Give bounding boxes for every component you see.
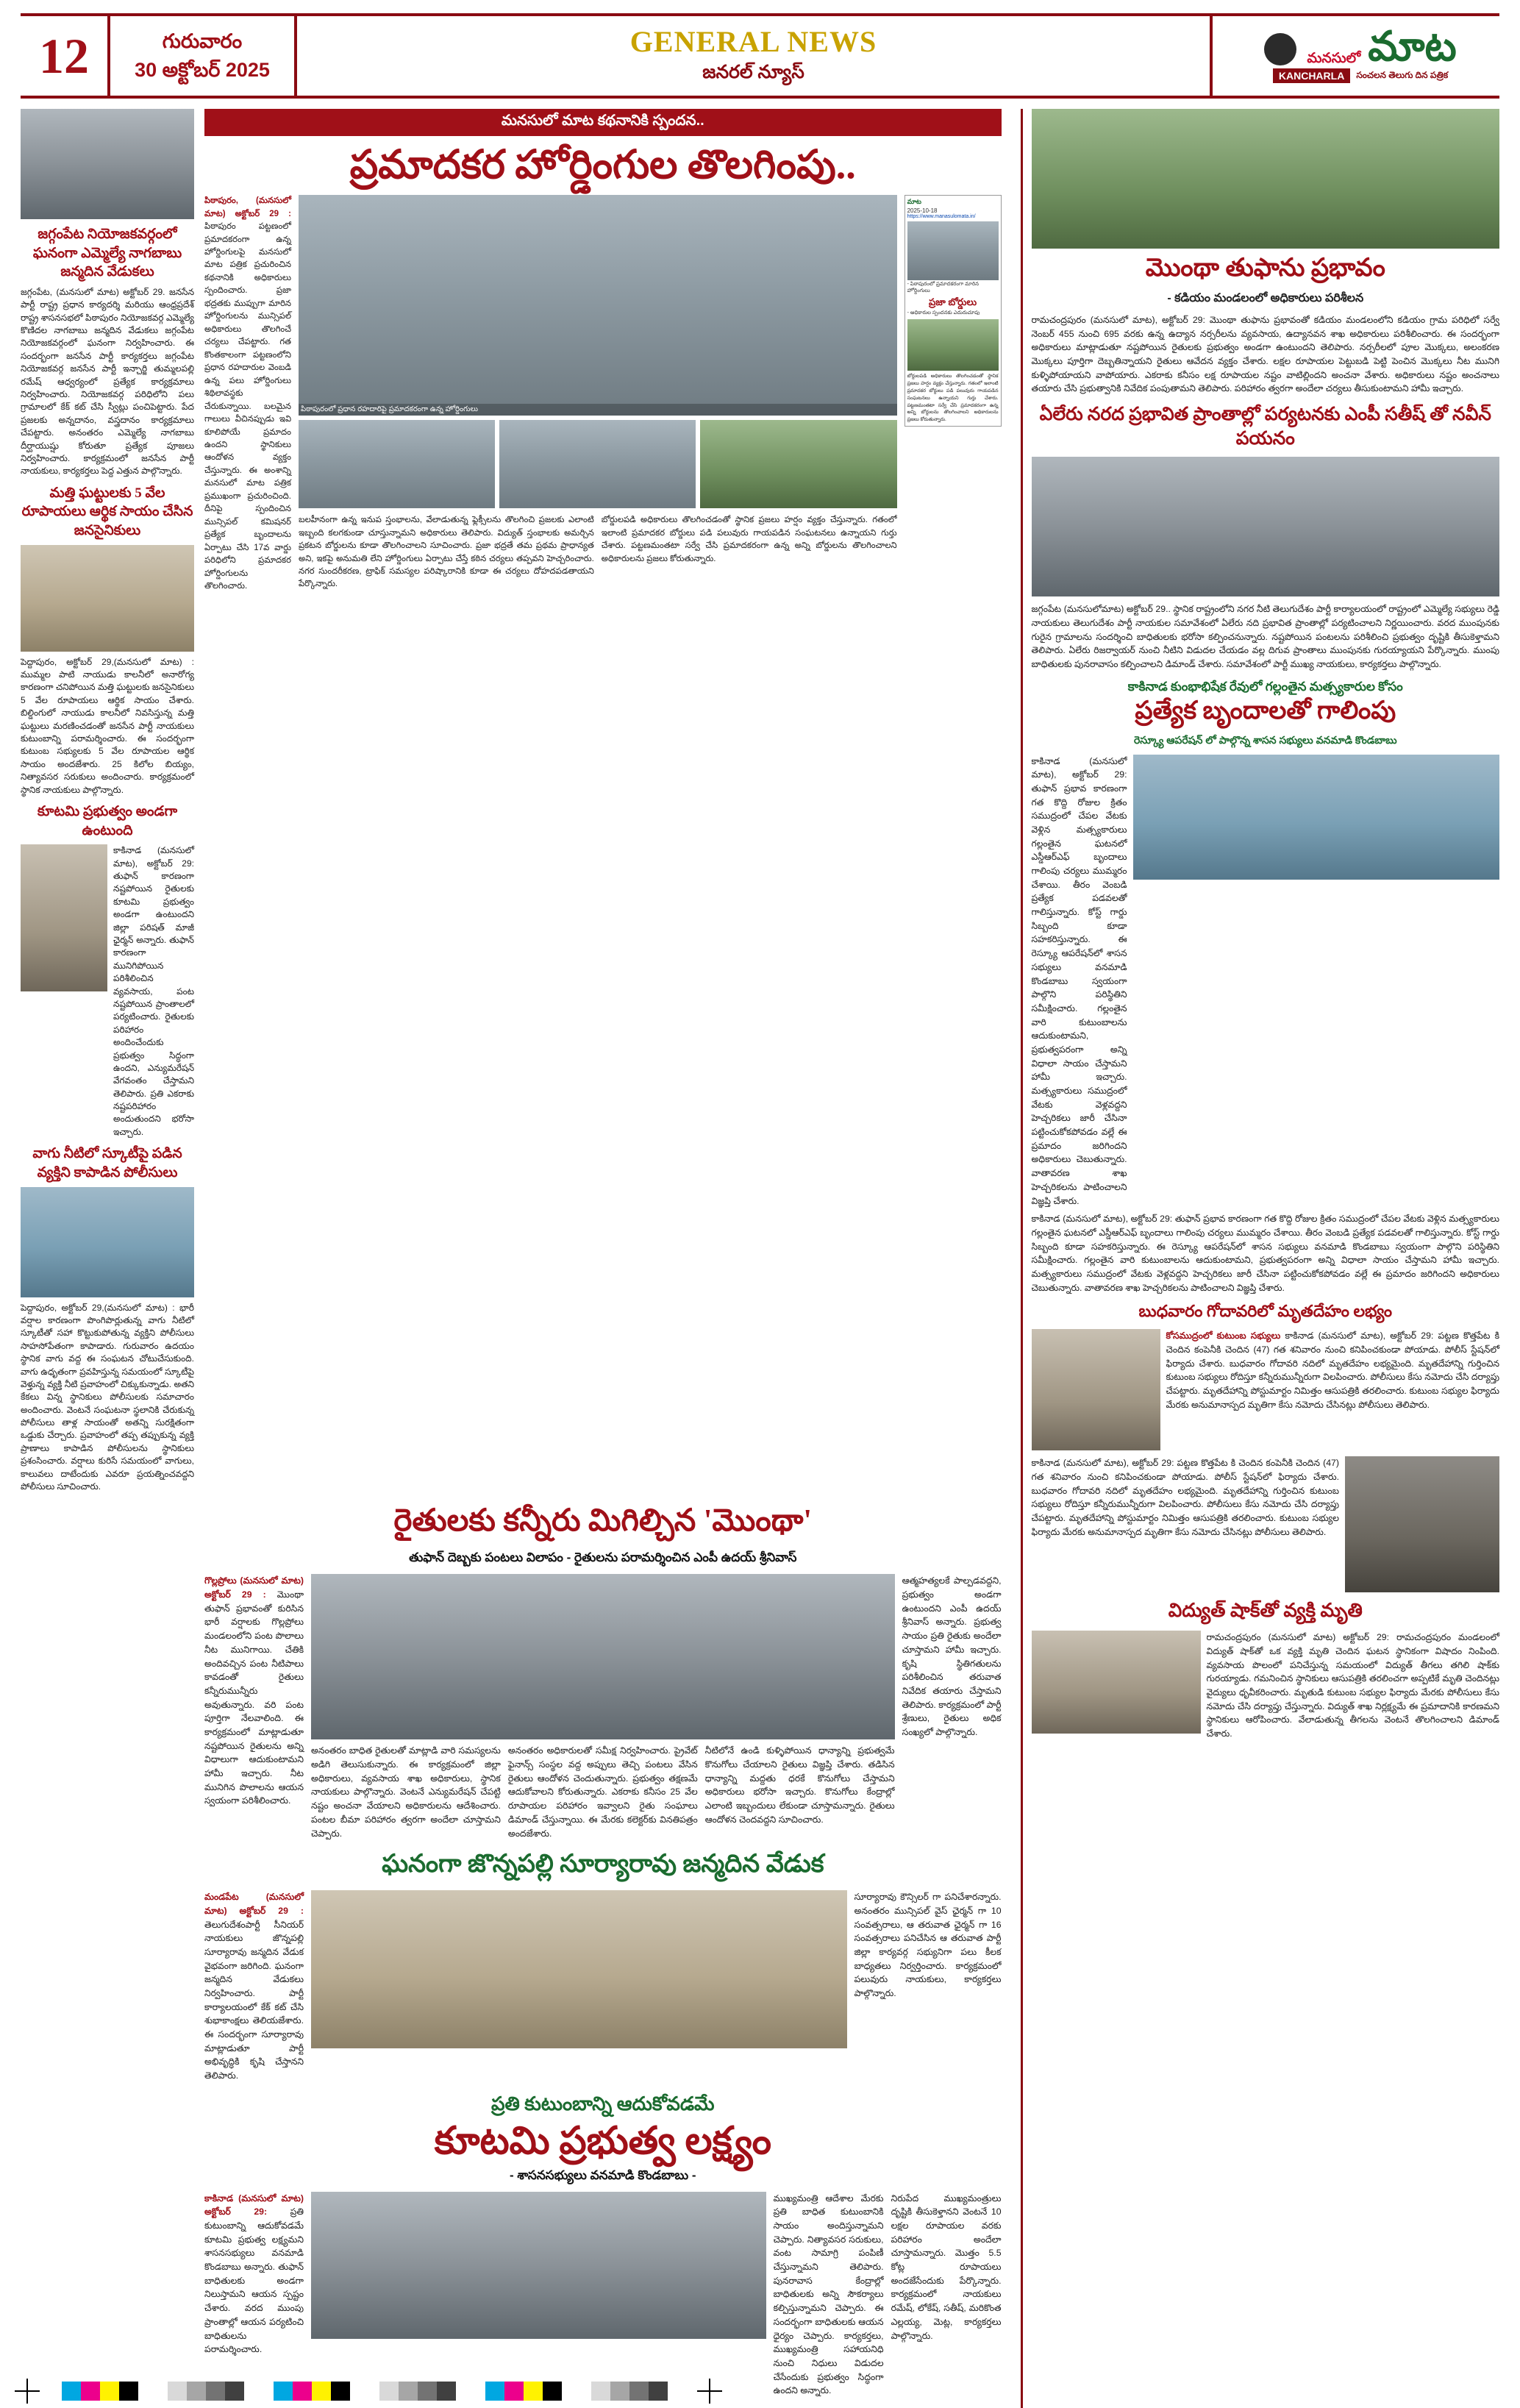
right-headline-3: ప్రత్యేక బృందాలతో గాలింపు bbox=[1135, 697, 1396, 724]
section-title-en: GENERAL NEWS bbox=[629, 25, 877, 58]
color-group bbox=[62, 2382, 138, 2401]
photo-birthday-celebration bbox=[311, 1890, 847, 2048]
gray-group bbox=[379, 2382, 456, 2401]
clip-date: 2025-10-18 bbox=[907, 207, 938, 215]
mondha-body-2: అనంతరం బాధిత రైతులతో మాట్లాడి వారి సమస్యలను అడిగి తెలుసుకున్నారు. ఈ కార్యక్రమంలో జిల్లా అధికారులు, వ్యవసాయ శాఖ అధికారులు, స్థానిక నాయకులు పాల్గొన్నారు. వెంటనే ఎన్యుమరేషన్ చేపట్టి నష్టం అంచనా వేయాలని అధికారులను ఆదేశించారు. పంటల బీమా పరిహారం త్వరగా అందేలా చూస్తామని చెప్పారు. bbox=[311, 1745, 501, 1839]
right-headline-2: ఏలేరు నరద ప్రభావిత ప్రాంతాల్లో పర్యటనకు ఎంపీ సతీష్ తో నవీన్ పయనం bbox=[1039, 405, 1491, 449]
birthday-body-2: సూర్యారావు కౌన్సిలర్ గా పనిచేశారన్నారు. అనంతరం మున్సిపల్ వైస్ ఛైర్మన్ గా 10 సంవత్సరాలు, ఆ తరువాత ఛైర్మన్ గా 16 సంవత్సరాలు పనిచేసిన ఆ తరువాత పార్టీ జిల్లా కార్యవర్గ సభ్యునిగా పలు కీలక బాధ్యతలు నిర్వర్తించారు. కార్యక్రమంలో పలువురు నాయకులు, కార్యకర్తలు పాల్గొన్నారు. bbox=[854, 1892, 1002, 1999]
kootami-kicker: ప్రతి కుటుంబాన్ని ఆదుకోవడమే bbox=[490, 2092, 715, 2115]
story-kootami bbox=[204, 2093, 1002, 2398]
right-body-2: జగ్గంపేట (మనసులోమాట) అక్టోబర్ 29.. స్థానిక రాష్ట్రంలోని నగర నీటి తెలుగుదేశం పార్టీ కార్యాలయంలో రాష్ట్రంలో ఎమ్మెల్యే సభ్యులు రెడ్డి నాయకులు తెలుగుదేశం పార్టీ నాయకుల సమావేశంలో ఏలేరు నది ప్రభావిత ప్రాంతాల్లో పర్యటించాలని నిర్ణయించారు. వరద ముంపునకు గురైన గ్రామాలను సందర్శించి బాధితులకు భరోసా కల్పించనున్నారు. నష్టపోయిన పంటలను పరిశీలించి ప్రభుత్వం దృష్టికి తీసుకెళ్తామని తెలిపారు. ఏలేరు రిజర్వాయర్ నుంచి నీటిని విడుదల చేయడం వల్ల దిగువ ప్రాంతాలు ముంపునకు గురయ్యాయని పేర్కొన్నారు. ముంపు బాధితులకు పునరావాసం కల్పించాలని డిమాండ్ చేశారు. సమావేశంలో పార్టీ ముఖ్య నాయకులు, కార్యకర్తలు పాల్గొన్నారు. bbox=[1031, 604, 1499, 669]
sidebar-headline-4: వాగు నీటిలో స్కూటీపై పడిన వ్యక్తిని కాపాడిన పోలీసులు bbox=[32, 1146, 182, 1180]
registration-cross-icon bbox=[15, 2379, 40, 2404]
right-section bbox=[1032, 109, 1499, 2408]
story-mondha bbox=[204, 1503, 1002, 1840]
lead-story-area bbox=[204, 109, 1002, 1493]
birthday-dateline: మండపేట (మనసులో మాట) అక్టోబర్ 29 : bbox=[204, 1892, 304, 1916]
birthday-col-1 bbox=[204, 1890, 304, 2083]
photo-hoarding-main bbox=[299, 195, 897, 416]
lead-headline: ప్రమాదకర హోర్డింగుల తొలగింపు.. bbox=[349, 143, 856, 187]
photo-caption-main: పిఠాపురంలో ప్రధాన రహదారిపై ప్రమాదకరంగా ఉన్న హోర్డింగులు bbox=[299, 404, 897, 416]
sidebar-headline-2: మత్తి ఘట్టులకు 5 వేల రూపాయలు ఆర్థిక సాయం చేసిన జనసైనికులు bbox=[21, 485, 193, 539]
photo-financial-help bbox=[21, 545, 194, 652]
photo-scene bbox=[1345, 1456, 1499, 1592]
left-section bbox=[21, 109, 1012, 2408]
right-headline-5: విద్యుత్ షాక్‌తో వ్యక్తి మృతి bbox=[1168, 1600, 1363, 1622]
registration-cross-icon bbox=[697, 2379, 722, 2404]
photo-rescue-wrap bbox=[1133, 755, 1499, 1208]
mondha-photo-wrap bbox=[311, 1574, 895, 1840]
lead-body-3: బోర్డులపడి అధికారులు తొలగించడంతో స్థానిక ప్రజలు హర్షం వ్యక్తం చేస్తున్నారు. గతంలో ఇలాంటి ప్రమాదకర బోర్డులు పడి పలువురు గాయపడిన సంఘటనలు ఉన్నాయని గుర్తు చేశారు. పట్టణమంతటా సర్వే చేసి ప్రమాదకరంగా ఉన్న అన్ని బోర్డులను తొలగించాలని అధికారులను ప్రజలు కోరుతున్నారు. bbox=[601, 516, 897, 563]
masthead-date-value: 30 అక్టోబర్ 2025 bbox=[135, 59, 270, 81]
mondha-col-1 bbox=[204, 1574, 304, 1840]
lead-col-1 bbox=[204, 195, 291, 594]
story-birthday bbox=[204, 1850, 1002, 2083]
sidebar-body-1: జగ్గంపేట, (మనసులో మాట) అక్టోబర్ 29. జనసేన పార్టీ రాష్ట్ర ప్రధాన కార్యదర్శి మరియు ఆంధ్రప్రదేశ్ రాష్ట్ర శాసనసభలో పిఠాపురం నియోజకవర్గ ఎమ్మెల్యే కొణిదల నాగబాబు జన్మదిన వేడుకలు జగ్గంపేట నియోజకవర్గంలో ఘనంగా నిర్వహించారు. ఈ సందర్భంగా జనసేన పార్టీ కార్యకర్తలు జగ్గంపేట నియోజకవర్గ జనసేన పార్టీ ఇన్చార్జి తుమ్మలపల్లి రమేష్ ఆధ్వర్యంలో ప్రత్యేక కార్యక్రమాలు నిర్వహించారు. నియోజకవర్గ పరిధిలోని పలు గ్రామాలలో కేక్ కట్ చేసి స్వీట్లు పంచిపెట్టారు. పేద ప్రజలకు అన్నదానం, వస్త్రదానం కార్యక్రమాలు చేపట్టారు. అనంతరం ఎమ్మెల్యే నాగబాబు దీర్ఘాయుష్షు కోరుతూ ప్రత్యేక పూజలు నిర్వహించారు. కార్యక్రమంలో జనసేన పార్టీ నాయకులు, కార్యకర్తలు పెద్ద ఎత్తున పాల్గొన్నారు. bbox=[21, 286, 194, 477]
clip-photo-2 bbox=[907, 319, 999, 371]
right-body-4 bbox=[1166, 1329, 1499, 1450]
kootami-headline: కూటమి ప్రభుత్వ లక్ష్యం bbox=[434, 2120, 771, 2162]
photo-kootami-visit bbox=[311, 2192, 766, 2339]
kootami-dateline: కాకినాడ (మనసులో మాట) అక్టోబర్ 29: bbox=[204, 2193, 304, 2218]
clip-logo: మాట bbox=[907, 198, 921, 206]
photo-hoarding-4 bbox=[700, 420, 896, 508]
sidebar-body-3: కాకినాడ (మనసులో మాట), అక్టోబర్ 29: తుఫాన్ కారణంగా నష్టపోయిన రైతులకు కూటమి ప్రభుత్వం అండగా ఉంటుందని జిల్లా పరిషత్ మాజీ ఛైర్మన్ అన్నారు. తుఫాన్ కారణంగా మునిగిపోయిన పరిశీలించిన వ్యవసాయ, పంట నష్టపోయిన ప్రాంతాలలో పర్యటించారు. రైతులకు పరిహారం అందించేందుకు ప్రభుత్వం సిద్ధంగా ఉందని, ఎన్యుమరేషన్ వేగవంతం చేస్తామని తెలిపారు. ప్రతి ఎకరాకు నష్టపరిహారం అందుతుందని భరోసా ఇచ్చారు. bbox=[113, 845, 194, 1137]
kootami-body-3: నిరుపేద ముఖ్యమంత్రులు దృష్టికి తీసుకెళ్తానని వెంటనే 10 లక్షల రూపాయల వరకు పరిహారం అందేలా చూస్తామన్నారు. మొత్తం 5.5 కోట్ల రూపాయలు అందజేసేందుకు పేర్కొన్నారు. కార్యక్రమంలో నాయకులు రమేష్, లోకేష్, సతీష్, మరికొంత ఎల్లయ్య, మెట్ల, కార్యకర్తలు పాల్గొన్నారు. bbox=[891, 2193, 1002, 2341]
right-kicker-3: కాకినాడ కుంభాభిషేక రేవులో గల్లంతైన మత్స్యకారుల కోసం bbox=[1127, 679, 1403, 694]
photo-mondha-visit bbox=[311, 1574, 895, 1739]
logo-small-text: మనసులో bbox=[1307, 51, 1361, 67]
section-title-te: జనరల్ న్యూస్ bbox=[702, 62, 804, 82]
photo-deceased-portrait bbox=[1032, 1329, 1160, 1450]
right-body-3-cont: కాకినాడ (మనసులో మాట), అక్టోబర్ 29: తుఫాన్ ప్రభావ కారణంగా గత కొద్ది రోజుల క్రితం సముద్రంలో చేపల వేటకు వెళ్లిన మత్స్యకారులు గల్లంతైన ఘటనలో ఎస్డీఆర్ఎఫ్ బృందాలు గాలింపు చర్యలు ముమ్మరం చేశాయి. తీరం వెంబడి ప్రత్యేక పడవలతో గాలిస్తున్నారు. కోస్ట్ గార్డు సిబ్బంది కూడా సహకరిస్తున్నారు. ఈ రెస్క్యూ ఆపరేషన్‌లో శాసన సభ్యులు వనమాడి కొండబాబు స్వయంగా పాల్గొని పరిస్థితిని సమీక్షించారు. గల్లంతైన వారి కుటుంబాలను ఆదుకుంటామని, ప్రభుత్వపరంగా అన్ని విధాలా సాయం చేస్తామని హామీ ఇచ్చారు. మత్స్యకారులు సముద్రంలో వేటకు వెళ్లవద్దని హెచ్చరికలు జారీ చేసినా పట్టించుకోకపోవడం వల్లే ఈ ప్రమాదం జరిగిందని అధికారులు చెబుతున్నారు. వాతావరణ శాఖ హెచ్చరికలను పాటించాలని విజ్ఞప్తి చేశారు. bbox=[1031, 1214, 1499, 1293]
kootami-col-1 bbox=[204, 2192, 304, 2398]
lead-body-1: పిఠాపురం పట్టణంలో ప్రమాదకరంగా ఉన్న హోర్డింగులపై మనసులో మాట పత్రిక ప్రచురించిన కథనానికి అధికారులు స్పందించారు. ప్రజా భద్రతకు ముప్పుగా మారిన హోర్డింగులను మున్సిపల్ అధికారులు తొలగించే చర్యలు చేపట్టారు. గత కొంతకాలంగా పట్టణంలోని ప్రధాన రహదారుల వెంబడి ఉన్న పలు హోర్డింగులు శిథిలావస్థకు చేరుకున్నాయి. బలమైన గాలులు వీచినప్పుడు ఇవి కూలిపోయే ప్రమాదం ఉందని స్థానికులు ఆందోళన వ్యక్తం చేస్తున్నారు. ఈ అంశాన్ని మనసులో మాట పత్రిక ప్రముఖంగా ప్రచురించింది. దీనిపై స్పందించిన మున్సిపల్ కమిషనర్ ప్రత్యేక బృందాలను ఏర్పాటు చేసి 17వ వార్డు పరిధిలోని ప్రమాదకర హోర్డింగులను తొలగించారు. bbox=[204, 222, 291, 591]
photo-rescue-operation bbox=[1133, 755, 1499, 880]
right-body-4-text: కాకినాడ (మనసులో మాట), అక్టోబర్ 29: పట్టణ కొత్తపేట కి చెందిన కంపెనీకి చెందిన (47) గత శనివారం నుంచి కనిపించకుండా పోయాడు. పోలీస్ స్టేషన్‌లో ఫిర్యాదు చేశారు. బుధవారం గోదావరి నదిలో మృతదేహం లభ్యమైంది. మృతదేహాన్ని గుర్తించిన కుటుంబ సభ్యులు రోదిస్తూ కన్నీరుమున్నీరుగా విలపించారు. పోలీసులు కేసు నమోదు చేసి దర్యాప్తు చేపట్టారు. మృతదేహాన్ని పోస్టుమార్టం నిమిత్తం ఆసుపత్రికి తరలించారు. కుటుంబ సభ్యుల ఫిర్యాదు మేరకు అనుమానాస్పద మృతిగా కేసు నమోదు చేసినట్లు పోలీసులు తెలిపారు. bbox=[1166, 1331, 1499, 1410]
page-content bbox=[21, 109, 1499, 2408]
mondha-subhead: తుఫాన్ దెబ్బకు పంటలు విలాపం - రైతులను పరామర్శించిన ఎంపీ ఉదయ్ శ్రీనివాస్ bbox=[409, 1550, 797, 1565]
birthday-photo-wrap bbox=[311, 1890, 847, 2083]
column-divider bbox=[1021, 109, 1023, 2408]
mondha-headline: రైతులకు కన్నీరు మిగిల్చిన 'మొంథా' bbox=[393, 1504, 813, 1539]
masthead-section bbox=[297, 16, 1210, 96]
kootami-subhead: - శాసనసభ్యులు వనమాడి కొండబాబు - bbox=[510, 2167, 696, 2182]
right-body-5: రామచంద్రపురం (మనసులో మాట) అక్టోబర్ 29: రామచంద్రపురం మండలంలో విద్యుత్ షాక్‌తో ఒక వ్యక్తి మృతి చెందిన ఘటన స్థానికంగా విషాదం నింపింది. వ్యవసాయ పొలంలో పనిచేస్తున్న సమయంలో విద్యుత్ తీగలు తగిలి షాక్‌కు గురయ్యాడు. గమనించిన స్థానికులు ఆసుపత్రికి తరలించగా అప్పటికే మృతి చెందినట్లు వైద్యులు ధృవీకరించారు. మృతుడి కుటుంబ సభ్యుల ఫిర్యాదు మేరకు పోలీసులు కేసు నమోదు చేసి దర్యాప్తు చేస్తున్నారు. విద్యుత్ శాఖ నిర్లక్ష్యమే ఈ ప్రమాదానికి కారణమని స్థానికులు ఆరోపించారు. వేలాడుతున్న తీగలను వెంటనే తొలగించాలని డిమాండ్ చేశారు. bbox=[1206, 1632, 1499, 1739]
lead-photo-group bbox=[299, 195, 897, 594]
color-group bbox=[274, 2382, 350, 2401]
publication-logo bbox=[1213, 16, 1499, 96]
logo-portrait-icon bbox=[1264, 33, 1296, 65]
logo-tagline: సంచలన తెలుగు దిన పత్రిక bbox=[1356, 69, 1449, 80]
sidebar-headline-3: కూటమి ప్రభుత్వం అండగా ఉంటుంది bbox=[37, 804, 178, 838]
masthead-day: గురువారం bbox=[162, 29, 243, 52]
right-body-3-left: కాకినాడ (మనసులో మాట), అక్టోబర్ 29: తుఫాన్ ప్రభావ కారణంగా గత కొద్ది రోజుల క్రితం సముద్రంలో చేపల వేటకు వెళ్లిన మత్స్యకారులు గల్లంతైన ఘటనలో ఎస్డీఆర్ఎఫ్ బృందాలు గాలింపు చర్యలు ముమ్మరం చేశాయి. తీరం వెంబడి ప్రత్యేక పడవలతో గాలిస్తున్నారు. కోస్ట్ గార్డు సిబ్బంది కూడా సహకరిస్తున్నారు. ఈ రెస్క్యూ ఆపరేషన్‌లో శాసన సభ్యులు వనమాడి కొండబాబు స్వయంగా పాల్గొని పరిస్థితిని సమీక్షించారు. గల్లంతైన వారి కుటుంబాలను ఆదుకుంటామని, ప్రభుత్వపరంగా అన్ని విధాలా సాయం చేస్తామని హామీ ఇచ్చారు. మత్స్యకారులు సముద్రంలో వేటకు వెళ్లవద్దని హెచ్చరికలు జారీ చేసినా పట్టించుకోకపోవడం వల్లే ఈ ప్రమాదం జరిగిందని అధికారులు చెబుతున్నారు. వాతావరణ శాఖ హెచ్చరికలను పాటించాలని విజ్ఞప్తి చేశారు. bbox=[1031, 755, 1127, 1206]
right-headline-4: బుధవారం గోదావరిలో మృతదేహం లభ్యం bbox=[1138, 1302, 1393, 1321]
lead-dateline: పిఠాపురం, (మనసులో మాట) అక్టోబర్ 29 : bbox=[204, 196, 291, 218]
sidebar-headline-1: జగ్గంపేట నియోజకవర్గంలో ఘనంగా ఎమ్మెల్యే నాగబాబు జన్మదిన వేడుకలు bbox=[32, 227, 182, 280]
clip-headline: ప్రజా బోర్డులు bbox=[929, 296, 977, 308]
mondha-body-5: ఆత్మహత్యలకే పాల్పడవద్దని, ప్రభుత్వం అండగా ఉంటుందని ఎంపీ ఉదయ్ శ్రీనివాస్ అన్నారు. ప్రభుత్వ సాయం ప్రతి రైతుకు అందేలా చూస్తామని హామీ ఇచ్చారు. కృషి స్థితిగతులను పరిశీలించిన తరువాత నివేదిక తయారు చేస్తామని తెలిపారు. కార్యక్రమంలో పార్టీ శ్రేణులు, రైతులు అధిక సంఖ్యలో పాల్గొన్నారు. bbox=[902, 1575, 1002, 1737]
photo-victim-wrap bbox=[1032, 1631, 1201, 1741]
lead-kicker: మనసులో మాట కథనానికి స్పందన.. bbox=[204, 109, 1002, 136]
kootami-body-1: ప్రతి కుటుంబాన్ని ఆదుకోవడమే కూటమి ప్రభుత్వ లక్ష్యమని శాసనసభ్యులు వనమాడి కొండబాబు అన్నారు. తుఫాన్ బాధితులకు అండగా నిలుస్తామని ఆయన స్పష్టం చేశారు. వరద ముంపు ప్రాంతాల్లో ఆయన పర్యటించి బాధితులను పరామర్శించారు. bbox=[204, 2206, 304, 2355]
photo-police-rescue bbox=[21, 1187, 194, 1297]
lead-body-2: బలహీనంగా ఉన్న ఇనుప స్తంభాలను, వేలాడుతున్న ఫ్లెక్సీలను తొలగించి ప్రజలకు ఎలాంటి ఇబ్బంది కలగకుండా చూస్తున్నామని అధికారులు తెలిపారు. విద్యుత్ స్తంభాలకు అమర్చిన ప్రకటన బోర్డులను కూడా తొలగించాలని సూచించారు. ప్రజా భద్రతే తమ ప్రథమ ప్రాధాన్యత అని, ఇకపై అనుమతి లేని హోర్డింగులు ఏర్పాటు చేస్తే కఠిన చర్యలు తప్పవని హెచ్చరించారు. నగర సుందరీకరణ, ట్రాఫిక్ సమస్యల పరిష్కారానికి కూడా ఈ చర్యలు దోహదపడతాయని పేర్కొన్నారు. bbox=[299, 516, 594, 589]
photo-scene-wrap bbox=[1345, 1456, 1499, 1592]
photo-mondha-fields bbox=[1032, 109, 1499, 249]
mondha-body-3: అనంతరం అధికారులతో సమీక్ష నిర్వహించారు. ప్రైవేట్ ఫైనాన్స్ సంస్థల వద్ద అప్పులు తెచ్చి పంటలు వేసిన రైతులు ఆందోళన చెందుతున్నారు. ప్రభుత్వం తక్షణమే ఆదుకోవాలని కోరుతున్నారు. ఎకరాకు కనీసం 25 వేల రూపాయల పరిహారం ఇవ్వాలని రైతు సంఘాలు డిమాండ్ చేస్తున్నాయి. ఈ మేరకు కలెక్టర్‌కు వినతిపత్రం అందజేశారు. bbox=[507, 1745, 698, 1839]
photo-hoarding-2 bbox=[299, 420, 495, 508]
right-headline-1: మొంథా తుఫాను ప్రభావం bbox=[1145, 254, 1385, 282]
sidebar-body-4: పెద్దాపురం, అక్టోబర్ 29,(మనసులో మాట) : భారీ వర్షాల కారణంగా పొంగిపొర్లుతున్న వాగు నీటిలో స్కూటీతో సహా కొట్టుకుపోతున్న వ్యక్తిని పోలీసులు సాహసోపేతంగా కాపాడారు. గురువారం ఉదయం స్థానిక వాగు వద్ద ఈ సంఘటన చోటుచేసుకుంది. వాగు ఉధృతంగా ప్రవహిస్తున్న సమయంలో స్కూటీపై వెళ్తున్న వ్యక్తి నీటి ప్రవాహంలో చిక్కుకున్నాడు. అతని కేకలు విన్న స్థానికులు పోలీసులకు సమాచారం అందించారు. వెంటనే సంఘటనా స్థలానికి చేరుకున్న పోలీసులు తాళ్ల సాయంతో అతన్ని సురక్షితంగా ఒడ్డుకు చేర్చారు. ప్రవాహంలో తప్ప తప్పుకున్న వ్యక్తి ప్రాణాలు కాపాడిన పోలీసులను స్థానికులు ప్రశంసించారు. వర్షాలు కురిసే సమయంలో వాగులు, కాలువలు దాటేందుకు ఎవరూ ప్రయత్నించవద్దని పోలీసులు సూచించారు. bbox=[21, 1302, 194, 1492]
mondha-body-4: నీటిలోనే ఉండి కుళ్ళిపోయిన ధాన్యాన్ని ప్రభుత్వమే కొనుగోలు చేయాలని రైతులు విజ్ఞప్తి చేశారు. తడిసిన ధాన్యాన్ని మద్దతు ధరకే కొనుగోలు చేస్తామని అధికారులు భరోసా ఇచ్చారు. కొనుగోలు కేంద్రాల్లో ఎలాంటి ఇబ్బందులు లేకుండా చూస్తామన్నారు. రైతులు ఆందోళన చెందవద్దని సూచించారు. bbox=[704, 1745, 895, 1825]
photo-electrocution-victim bbox=[1032, 1631, 1201, 1734]
mondha-dateline: గొల్లప్రోలు (మనసులో మాట) అక్టోబర్ 29 : bbox=[204, 1575, 304, 1600]
photo-coalition-govt bbox=[21, 844, 107, 991]
color-group bbox=[485, 2382, 562, 2401]
birthday-headline: ఘనంగా జొన్నపల్లి సూర్యారావు జన్మదిన వేడుక bbox=[382, 1850, 824, 1878]
left-narrow-column bbox=[21, 109, 194, 1493]
clip-subhead-1: - పిఠాపురంలో ప్రమాదకరంగా మారిన హోర్డింగులు bbox=[907, 282, 980, 294]
masthead bbox=[21, 13, 1499, 99]
right-subhead-1: - కడియం మండలంలో అధికారులు పరిశీలన bbox=[1167, 292, 1364, 304]
right-body-1: రామచంద్రపురం (మనసులో మాట), అక్టోబర్ 29: మొంథా తుఫాను ప్రభావంతో కడియం మండలంలోని కడియం గ్రామ పరిధిలో సర్వే నెంబర్ 455 నుంచి 695 వరకు ఉన్న ఉద్యాన నర్సరీలను వ్యవసాయ, ఉద్యానవన శాఖ అధికారులు పరిశీలించారు. ఈ సందర్భంగా అధికారులు మాట్లాడుతూ నష్టపోయిన రైతులకు ప్రభుత్వం అండగా ఉంటుందని తెలిపారు. నర్సరీలలో పూల మొక్కలు, అలంకరణ మొక్కలు పూర్తిగా దెబ్బతిన్నాయని రైతులు ఆవేదన వ్యక్తం చేశారు. లక్షల రూపాయల పెట్టుబడి పెట్టి పెంచిన మొక్కలు నీట మునిగి కుళ్ళిపోయాయని వాపోయారు. ఎకరాకు కనీసం లక్ష రూపాయల నష్టం వాటిల్లిందని అంచనా వేశారు. అధికారులు నష్టం అంచనాలు తయారు చేసి ప్రభుత్వానికి నివేదిక పంపుతామని తెలిపారు. పరిహారం త్వరగా అందేలా చర్యలు తీసుకుంటామని హామీ ఇచ్చారు. bbox=[1031, 315, 1499, 394]
color-registration-bar bbox=[0, 2374, 1520, 2408]
clip-subhead-2: - అధికారుల స్పందనకు ఎదురుచూపు bbox=[907, 310, 980, 316]
photo-eleru-tour bbox=[1032, 457, 1499, 596]
right-subhead-4: కోసముద్రంలో కుటుంబ సభ్యులు bbox=[1166, 1331, 1281, 1342]
photo-jaggampeta-event bbox=[21, 109, 194, 219]
birthday-body-1: తెలుగుదేశంపార్టీ సీనియర్ నాయకులు జొన్నపల్లి సూర్యారావు జన్మదిన వేడుక వైభవంగా జరిగింది. ఘనంగా జన్మదిన వేడుకలు నిర్వహించారు. పార్టీ కార్యాలయంలో కేక్ కట్ చేసి శుభాకాంక్షలు తెలియజేశారు. ఈ సందర్భంగా సూర్యారావు మాట్లాడుతూ పార్టీ అభివృద్ధికి కృషి చేస్తానని తెలిపారు. bbox=[204, 1919, 304, 2081]
gray-group bbox=[168, 2382, 244, 2401]
clip-body: బోర్డులపడి అధికారులు తొలగించడంతో స్థానిక ప్రజలు హర్షం వ్యక్తం చేస్తున్నారు. గతంలో ఇలాంటి ప్రమాదకర బోర్డులు పడి పలువురు గాయపడిన సంఘటనలు ఉన్నాయని గుర్తు చేశారు. పట్టణమంతటా సర్వే చేసి ప్రమాదకరంగా ఉన్న అన్ని బోర్డులను తొలగించాలని అధికారులను ప్రజలు కోరుతున్నారు. bbox=[907, 374, 999, 423]
mondha-body-1: మొంథా తుఫాన్ ప్రభావంతో కురిసిన భారీ వర్షాలకు గొల్లప్రోలు మండలంలోని పంట పొలాలు నీట మునిగాయి. చేతికి అందివచ్చిన పంట నీటిపాలు కావడంతో రైతులు కన్నీరుమున్నీరు అవుతున్నారు. వరి పంట పూర్తిగా నేలవాలింది. ఈ కార్యక్రమంలో మాట్లాడుతూ నష్టపోయిన రైతులను అన్ని విధాలుగా ఆదుకుంటామని హామీ ఇచ్చారు. నీట మునిగిన పొలాలను ఆయన స్వయంగా పరిశీలించారు. bbox=[204, 1589, 304, 1806]
masthead-date bbox=[110, 16, 294, 96]
source-clipping bbox=[904, 195, 1002, 594]
clip-url: https://www.manasulomata.in/ bbox=[907, 214, 976, 220]
kootami-body-2: ముఖ్యమంత్రి ఆదేశాల మేరకు ప్రతి బాధిత కుటుంబానికి సాయం అందిస్తున్నామని చెప్పారు. నిత్యావసర సరుకులు, వంట సామాగ్రి పంపిణీ చేస్తున్నామని తెలిపారు. పునరావాస కేంద్రాల్లో బాధితులకు అన్ని సౌకర్యాలు కల్పిస్తున్నామని చెప్పారు. ఈ సందర్భంగా బాధితులకు ఆయన ధైర్యం చెప్పారు. కార్యకర్తలు, ముఖ్యమంత్రి సహాయనిధి నుంచి నిధులు విడుదల చేసేందుకు ప్రభుత్వం సిద్ధంగా ఉందని అన్నారు. bbox=[773, 2193, 884, 2396]
photo-deceased-wrap bbox=[1032, 1329, 1160, 1450]
clip-photo bbox=[907, 221, 999, 280]
logo-badge: KANCHARLA bbox=[1273, 68, 1350, 83]
page-number: 12 bbox=[39, 27, 89, 84]
right-body-4-cont: కాకినాడ (మనసులో మాట), అక్టోబర్ 29: పట్టణ కొత్తపేట కి చెందిన కంపెనీకి చెందిన (47) గత శనివారం నుంచి కనిపించకుండా పోయాడు. పోలీస్ స్టేషన్‌లో ఫిర్యాదు చేశారు. బుధవారం గోదావరి నదిలో మృతదేహం లభ్యమైంది. మృతదేహాన్ని గుర్తించిన కుటుంబ సభ్యులు రోదిస్తూ కన్నీరుమున్నీరుగా విలపించారు. పోలీసులు కేసు నమోదు చేసి దర్యాప్తు చేపట్టారు. మృతదేహాన్ని పోస్టుమార్టం నిమిత్తం ఆసుపత్రికి తరలించారు. కుటుంబ సభ్యుల ఫిర్యాదు మేరకు అనుమానాస్పద మృతిగా కేసు నమోదు చేసినట్లు పోలీసులు తెలిపారు. bbox=[1031, 1458, 1339, 1537]
sidebar-body-2: పెద్దాపురం, అక్టోబర్ 29,(మనసులో మాట) : ముమ్మల పాటి నాయుడు కాలనీలో అనారోగ్య కారణంగా చనిపోయిన మత్తి ఘట్టులకు జనసైనికులు 5 వేల రూపాయలు ఆర్థిక సాయం చేశారు. బిల్డింగులో నాయుడు కాలనీలో నివసిస్తున్న మత్తి ఘట్టులు మరణించడంతో జనసేన పార్టీ నాయకులు కుటుంబాన్ని పరామర్శించారు. ఈ సందర్భంగా కుటుంబ సభ్యులకు 5 వేల రూపాయల ఆర్థిక సాయం అందజేశారు. 25 కిలోల బియ్యం, నిత్యావసర సరుకులు అందించారు. కార్యక్రమంలో స్థానిక నాయకులు పాల్గొన్నారు. bbox=[21, 656, 194, 795]
photo-hoarding-3 bbox=[499, 420, 696, 508]
gray-group bbox=[591, 2382, 668, 2401]
right-subhead-3: రెస్క్యూ ఆపరేషన్ లో పాల్గొన్న శాసన సభ్యులు వనమాడి కొండబాబు bbox=[1133, 733, 1397, 746]
kootami-photo-wrap bbox=[311, 2192, 766, 2398]
logo-main-text: మాట bbox=[1368, 24, 1457, 70]
